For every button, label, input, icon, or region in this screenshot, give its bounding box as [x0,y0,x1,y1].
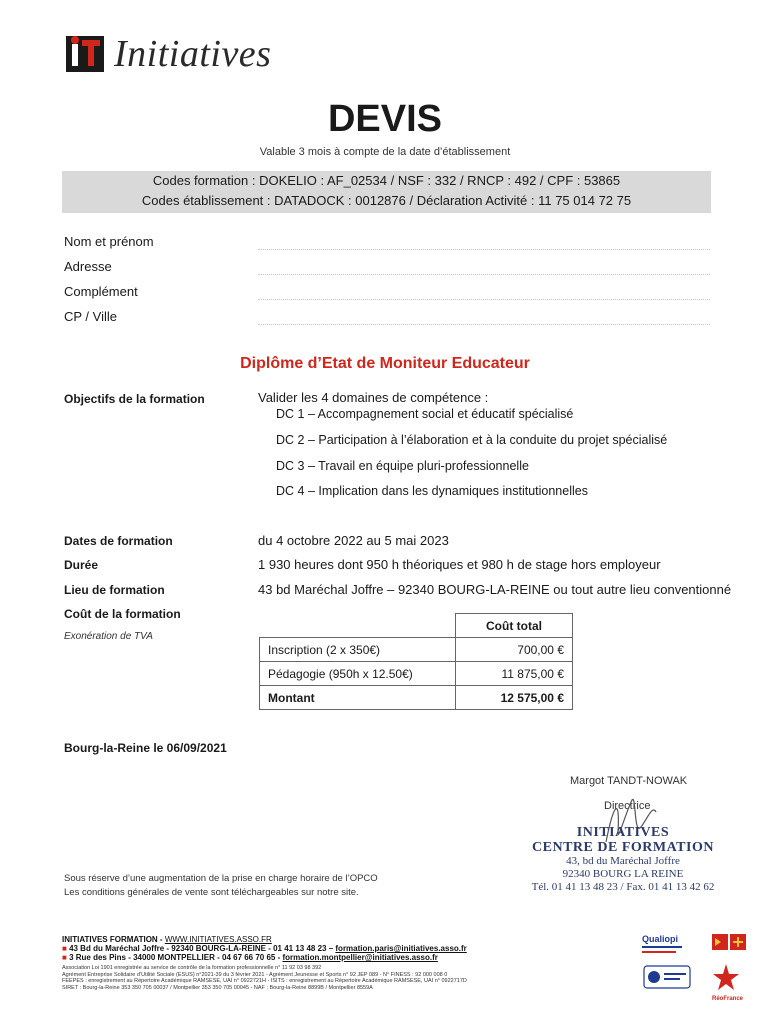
location-value: 43 bd Maréchal Joffre – 92340 BOURG-LA-REINE ou tout autre lieu conventionné [258,582,732,597]
vat-note: Exonération de TVA [64,631,153,642]
note-line2: Les conditions générales de vente sont téléchargeables sur notre site. [64,887,359,898]
codes-etablissement: Codes établissement : DATADOCK : 0012876 / Déclaration Activité : 11 75 014 72 75 [141,193,632,208]
conditions-notes [64,872,378,900]
company-stamp [528,825,718,894]
objective-dc4: DC 4 – Implication dans les dynamiques institutionnelles [276,484,588,498]
cost-row-label: Pédagogie (950h x 12.50€) [260,662,456,686]
table-row [260,662,573,686]
footer-email-paris-link[interactable]: formation.paris@initiatives.asso.fr [335,944,467,953]
region-flag-icon [712,934,746,950]
stamp-line5: Tél. 01 41 13 48 23 / Fax. 01 41 13 42 62 [531,881,715,893]
footer-legal1: Association Loi 1901 enregistrée au service de contrôle de la formation professionnelle n° 11 92 03 98 392 [62,965,322,971]
region-star-logo [712,964,744,1002]
stamp-line3: 43, bd du Maréchal Joffre [566,855,680,867]
cost-table-header-row [260,614,573,638]
qualiopi-logo [642,934,682,953]
note-line1: Sous réserve d’une augmentation de la prise en charge horaire de l’OPCO [64,873,378,884]
table-row [260,638,573,662]
codes-formation: Codes formation : DOKELIO : AF_02534 / NSF : 332 / RNCP : 492 / CPF : 53865 [152,173,621,188]
address-label: Adresse [64,259,112,274]
initiatives-logo [62,22,322,78]
document-title: DEVIS [327,98,443,140]
footer-legal3: FEEPES : enregistrement au Répertoire Académique RAMSESE, UAI n° 0922721H - ISITS : enregistrement au Répertoire Académique RAMSESE, UAI n° 0922717D [62,978,467,984]
footer-address-paris: 43 Bd du Maréchal Joffre - 92340 BOURG-LA-REINE - 01 41 13 48 23 – [69,944,336,953]
complement-field-line[interactable] [258,299,710,300]
cost-total-row [260,686,573,710]
validity-note: Valable 3 mois à compte de la date d’établissement [259,146,511,158]
stamp-line2: CENTRE DE FORMATION [532,840,714,855]
initiatives-mark-icon [62,30,108,76]
footer-legal4: SIRET : Bourg-la-Reine 353 350 705 00037 / Montpellier 353 350 705 00045 - NAF : Bourg-la-Reine 8899B / Montpellier 8559A [62,984,373,991]
cost-row-value: 11 875,00 € [456,662,573,686]
bullet-square-icon: ■ [62,944,70,953]
certification-badges [640,932,750,1002]
footer [62,935,582,991]
signer-name: Margot TANDT-NOWAK [570,775,688,787]
objectives-intro: Valider les 4 domaines de compétence : [258,390,489,405]
qualiopi-text: Qualiopi [642,934,678,944]
cost-header: Coût total [456,614,573,638]
place-date: Bourg-la-Reine le 06/09/2021 [64,741,227,755]
region-text: RéoFrance [712,996,744,1002]
duration-label: Durée [64,558,99,572]
cost-label: Coût de la formation [64,607,181,621]
name-label: Nom et prénom [64,234,154,249]
diploma-title: Diplôme d’Etat de Moniteur Educateur [240,355,530,372]
bullet-square-icon: ■ [62,953,70,962]
footer-email-montpellier-link[interactable]: formation.montpellier@initiatives.asso.fr [282,953,438,962]
stamp-line1: INITIATIVES [576,825,670,840]
address-field-line[interactable] [258,274,710,275]
footer-website-link[interactable]: WWW.INITIATIVES.ASSO.FR [164,935,272,944]
objective-dc1: DC 1 – Accompagnement social et éducatif spécialisé [276,407,574,421]
signer-role: Directrice [604,800,651,812]
dates-label: Dates de formation [64,534,173,548]
cost-row-label: Inscription (2 x 350€) [260,638,456,662]
location-label: Lieu de formation [64,583,165,597]
stamp-line4: 92340 BOURG LA REINE [562,868,684,880]
objectives-label: Objectifs de la formation [64,392,205,406]
cp-city-field-line[interactable] [258,324,710,325]
cost-total-value: 12 575,00 € [456,686,573,710]
brand-name: Initiatives [114,33,272,75]
cost-table [259,613,573,710]
dates-value: du 4 octobre 2022 au 5 mai 2023 [258,533,449,548]
footer-legal2: Agrément Entreprise Solidaire d’Utilité Sociale (ESUS) n°2021-39 du 3 février 2021 - Agrément Jeunesse et Sports n° 92 JEP 089 - N° FINESS : 92 000 008 0 [62,971,448,978]
cost-row-value: 700,00 € [456,638,573,662]
footer-address-montpellier: 3 Rue des Pins - 34000 MONTPELLIER - 04 67 66 70 65 - [69,953,283,962]
duration-value: 1 930 heures dont 950 h théoriques et 980 h de stage hors employeur [258,557,661,572]
label-seal-icon [644,966,690,988]
cost-total-label: Montant [260,686,456,710]
cp-city-label: CP / Ville [64,309,117,324]
objective-dc3: DC 3 – Travail en équipe pluri-professionnelle [276,459,529,473]
name-field-line[interactable] [258,249,710,250]
complement-label: Complément [64,284,138,299]
codes-banner [62,171,711,213]
objective-dc2: DC 2 – Participation à l’élaboration et à la conduite du projet spécialisé [276,433,668,447]
footer-org: INITIATIVES FORMATION - [62,935,165,944]
